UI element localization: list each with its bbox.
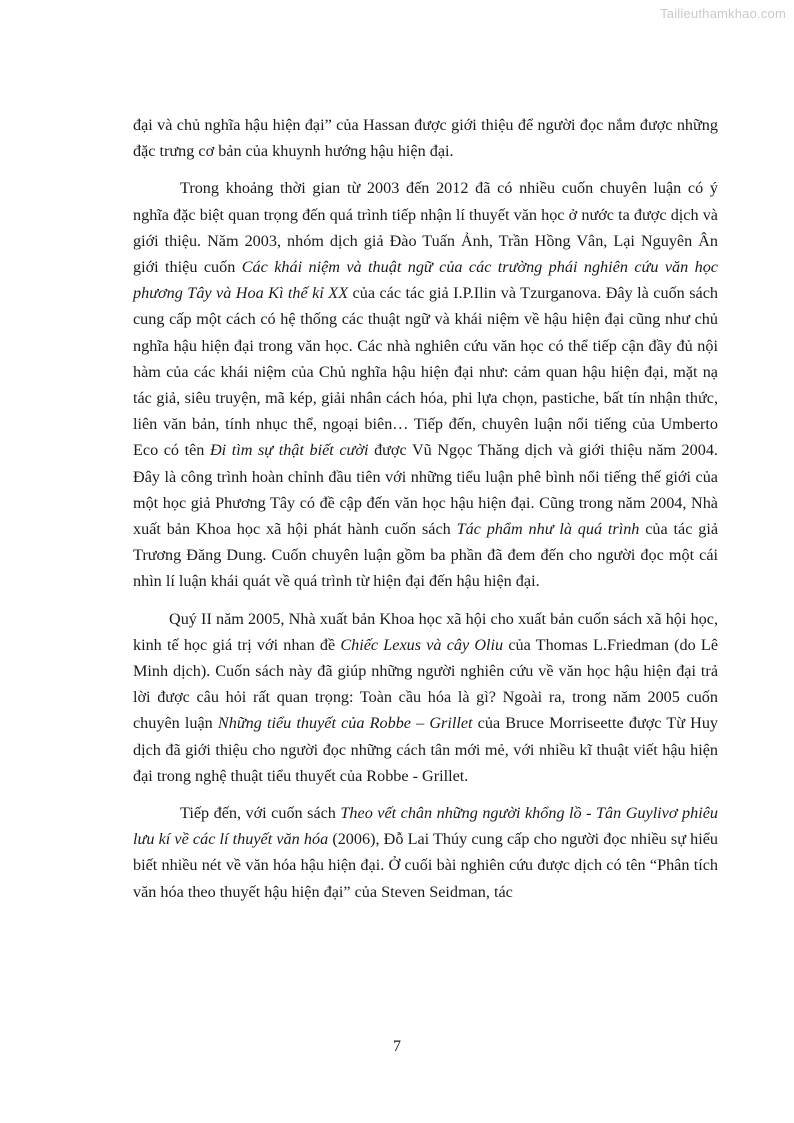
text-run: đại và chủ nghĩa hậu hiện đại” của Hassan được giới thiệu để người đọc nắm được những đặc trưng cơ bản của khuynh hướng hậu hiện đại. bbox=[133, 116, 718, 161]
page-number: 7 bbox=[393, 1038, 401, 1055]
paragraph-2 bbox=[133, 175, 718, 594]
text-run: Tiếp đến, với cuốn sách bbox=[180, 804, 341, 823]
text-run: của Bruce Morriseette được Từ Huy dịch đã giới thiệu cho người đọc những cách tân mới mẻ, với nhiều kĩ thuật viết hậu hiện đại trong nghệ thuật tiểu thuyết của Robbe - Grillet. bbox=[133, 714, 719, 785]
text-run: của Thomas L.Friedman (do Lê Minh dịch). Cuốn sách này đã giúp những người nghiên cứu về văn học hậu hiện đại trả lời được câu hỏi rất quan trọng: Toàn cầu hóa là gì? Ngoài ra, trong năm 2005 cuốn chuyên luận bbox=[133, 635, 719, 733]
paragraph-3 bbox=[133, 606, 718, 789]
paragraph-1 bbox=[133, 112, 718, 164]
italic-title: Chiếc Lexus và cây Oliu bbox=[340, 635, 504, 654]
text-run: (2006), Đỗ Lai Thúy cung cấp cho người đọc nhiều sự hiểu biết nhiều nét về văn hóa hậu hiện đại. Ở cuối bài nghiên cứu được dịch có tên “Phân tích văn hóa theo thuyết hậu hiện đại” của Steven Seidman, tác bbox=[133, 830, 718, 901]
italic-title: Tác phẩm như là quá trình bbox=[456, 520, 640, 539]
document-body bbox=[133, 112, 718, 916]
watermark-text: Tailieuthamkhao.com bbox=[660, 6, 786, 21]
text-run: Trong khoảng thời gian từ 2003 đến 2012 đã có nhiều cuốn chuyên luận có ý nghĩa đặc biệt quan trọng đến quá trình tiếp nhận lí thuyết văn học ở nước ta được dịch và giới thiệu. Năm 2003, nhóm dịch giả Đào Tuấn Ảnh, Trần Hồng Vân, Lại Nguyên Ân giới thiệu cuốn bbox=[133, 179, 718, 277]
paragraph-4 bbox=[133, 800, 718, 905]
italic-title: Các khái niệm và thuật ngữ của các trường phái nghiên cứu văn học phương Tây và Hoa Kì thế kỉ XX bbox=[133, 258, 718, 303]
text-run: của các tác giả I.P.Ilin và Tzurganova. Đây là cuốn sách cung cấp một cách có hệ thống các thuật ngữ và khái niệm về hậu hiện đại cũng như chủ nghĩa hậu hiện đại trong văn học. Các nhà nghiên cứu văn học có thể tiếp cận đầy đủ nội hàm của các khái niệm của Chủ nghĩa hậu hiện đại như: cảm quan hậu hiện đại, mặt nạ tác giả, siêu truyện, mã kép, giải nhân cách hóa, phi lựa chọn, pastiche, bất tín nhận thức, liên văn bản, tính nhục thể, ngoại biên… Tiếp đến, chuyên luận nổi tiếng của Umberto Eco có tên bbox=[133, 284, 718, 460]
italic-title: Những tiểu thuyết của Robbe – Grillet bbox=[217, 714, 473, 733]
italic-title: Đi tìm sự thật biết cười bbox=[209, 441, 369, 460]
text-run: của tác giả Trương Đăng Dung. Cuốn chuyên luận gồm ba phần đã đem đến cho người đọc một cái nhìn lí luận khái quát về quá trình từ hiện đại đến hậu hiện đại. bbox=[133, 520, 719, 591]
text-run: được Vũ Ngọc Thăng dịch và giới thiệu năm 2004. Đây là công trình hoàn chỉnh đầu tiên với những tiểu luận phê bình nổi tiếng thế giới của một học giả Phương Tây có đề cập đến văn học hậu hiện đại. Cũng trong năm 2004, Nhà xuất bản Khoa học xã hội phát hành cuốn sách bbox=[133, 441, 718, 539]
italic-title: Theo vết chân những người khổng lồ - Tân Guylivơ phiêu lưu kí về các lí thuyết văn hóa bbox=[133, 804, 718, 849]
text-run: Quý II năm 2005, Nhà xuất bản Khoa học xã hội cho xuất bản cuốn sách xã hội học, kinh tế học giá trị với nhan đề bbox=[133, 609, 718, 654]
